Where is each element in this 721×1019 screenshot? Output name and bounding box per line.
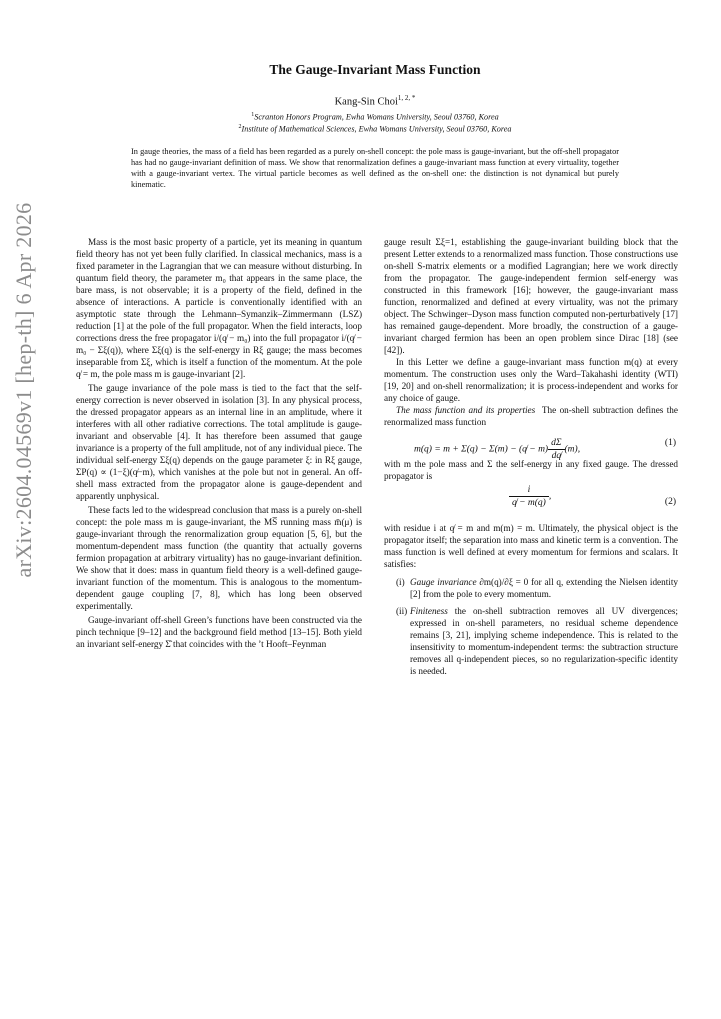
- paragraph: Mass is the most basic property of a particle, yet its meaning in quantum field theory has not yet been fully clarified. In classical mechanics, mass is a fixed parameter in the Lagrangian that we can measure without disturbing. In quantum field theory, the parameter m₀ that appears in the same place, the bare mass, is not observable; it is a property of the field, defined in the absence of interactions. A particle is conventionally identified with an asymptotic state through the Lehmann–Symanzik–Zimmermann (LSZ) reduction [1] at the pole of the full propagator. When the field interacts, loop corrections dress the free propagator i/(q̸ − m₀) into the full propagator i/(q̸ − m₀ − Σξ(q)), where Σξ(q) is the self-energy in Rξ gauge; the mass becomes inseparable from Σξ, which is itself a function of the momentum. At the pole q̸ = m, the pole mass m is gauge-invariant [2].: [76, 237, 362, 379]
- arxiv-identifier[interactable]: arXiv:2604.04569v1 [hep-th] 6 Apr 2026: [11, 202, 36, 578]
- author-name: Kang-Sin Choi: [334, 96, 398, 108]
- affiliation-text: Institute of Mathematical Sciences, Ewha Womans University, Seoul 03760, Korea: [241, 124, 512, 134]
- paragraph: Gauge-invariant off-shell Green’s functions have been constructed via the pinch technique [9–12] and the background field method [13–15]. Both yield an invariant self-energy Σ̂ that coincides with the ’t Hooft–Feynman: [76, 615, 362, 649]
- item-heading: Gauge invariance: [410, 577, 477, 587]
- fraction-numerator: dΣ: [548, 437, 564, 450]
- paragraph-with-heading: [384, 404, 678, 428]
- right-column: [384, 236, 678, 682]
- left-column: [76, 236, 362, 650]
- derivative-fraction: [548, 437, 564, 462]
- equation-number: (2): [664, 497, 676, 507]
- fraction-denominator: dq̸: [551, 451, 562, 461]
- list-item: [384, 605, 678, 677]
- list-item: [384, 576, 678, 600]
- equation-rhs: (m),: [564, 444, 581, 455]
- abstract: In gauge theories, the mass of a field has been regarded as a purely on-shell concept: the pole mass is gauge-invariant, but the off-shell propagator has had no gauge-invariant definition of mass. We show that renormalization defines a gauge-invariant mass function at every virtuality, together with a gauge-invariant vertex. The virtual particle becomes as well defined as the on-shell one: the distinction is not dynamical but purely kinematic.: [131, 147, 619, 190]
- paragraph: with m the pole mass and Σ the self-energy in any fixed gauge. The dressed propagator is: [384, 459, 678, 481]
- paragraph: In this Letter we define a gauge-invariant mass function m(q) at every momentum. The construction uses only the Ward–Takahashi identity (WTI) [19, 20] and on-shell renormalization; it is process-independent and works for any choice of gauge.: [384, 357, 678, 403]
- run-in-heading: The mass function and its properties: [396, 405, 536, 415]
- arxiv-stamp: [6, 90, 42, 690]
- equation-lhs: m(q) = m + Σ(q) − Σ(m) − (q̸ − m): [414, 444, 549, 455]
- equation-body: [414, 437, 580, 462]
- paper-title: The Gauge-Invariant Mass Function: [269, 62, 481, 77]
- fraction-numerator: i: [509, 484, 549, 497]
- paragraph: gauge result Σξ=1, establishing the gauge-invariant building block that the present Letter extends to a renormalized mass function. Those constructions use on-shell S-matrix elements or a modified Lagrangian; here we work directly from the propagator. The gauge-independent fermion self-energy was constructed in this framework [16]; however, the gauge-invariant mass function, renormalized and defined at every virtuality, was not the primary object. The Schwinger–Dyson mass function computed non-perturbatively [17] has remained gauge-dependent. More broadly, the construction of a gauge-invariant charged fermion has been an open problem since Dirac [18] (see [42]).: [384, 237, 678, 355]
- affiliation-1: [80, 112, 670, 122]
- equation-tail: ,: [548, 491, 552, 502]
- equation-2: [384, 482, 678, 522]
- affiliation-2: [80, 124, 670, 134]
- equation-number: (1): [664, 438, 676, 448]
- item-text: ∂m(q)/∂ξ = 0 for all q, extending the Nielsen identity [2] from the pole to every momentum.: [410, 577, 678, 599]
- affiliation-mark: 2: [238, 124, 242, 130]
- paragraph-text: The on-shell subtraction defines the renormalized mass function: [384, 405, 678, 427]
- paragraph: These facts led to the widespread conclusion that mass is a purely on-shell concept: the pole mass m is gauge-invariant, the MS̅ running mass m̄(μ) is gauge-invariant through the renormalization group equation [5, 6], but the momentum-dependent mass function (the quantity that actually governs fermion propagation at arbitrary virtuality) has no gauge-invariant definition. We show that it does: mass in quantum field theory is a well-defined gauge-invariant function of the momentum. This is analogous to the momentum-dependent gauge coupling [7, 8], which has long been observed experimentally.: [76, 505, 362, 611]
- equation-1: [384, 428, 678, 461]
- fraction-denominator: q̸ − m(q): [512, 498, 546, 508]
- paragraph: with residue i at q̸ = m and m(m) = m. Ultimately, the physical object is the propagator itself; the separation into mass and kinetic term is a convention. The mass function is well defined at every momentum for fermions and scalars. It satisfies:: [384, 523, 678, 569]
- affiliation-mark: 1: [251, 112, 255, 118]
- affiliation-text: Scranton Honors Program, Ewha Womans University, Seoul 03760, Korea: [254, 112, 499, 122]
- list-marker: (ii): [396, 606, 408, 616]
- propagator-fraction: [509, 484, 552, 509]
- property-list: [384, 576, 678, 677]
- list-marker: (i): [396, 577, 405, 587]
- item-heading: Finiteness: [410, 606, 448, 616]
- author-line: [80, 94, 670, 108]
- paragraph: The gauge invariance of the pole mass is tied to the fact that the self-energy correction is never observed in isolation [3]. In any physical process, the dressed propagator appears as an internal line in an amplitude, where it interferes with all other radiative corrections. The total amplitude is gauge-invariant and observable [4]. It has therefore been assumed that gauge invariance is a property of the full amplitude, not of any individual piece. The individual self-energy Σξ(q) depends on the gauge parameter ξ: in Rξ gauge, ΣP(q) ∝ (1−ξ)(q̸−m), which vanishes at the pole but not in general. An off-shell mass extracted from the propagator alone is gauge-dependent and apparently unphysical.: [76, 383, 362, 501]
- author-marks: 1, 2, *: [397, 94, 416, 102]
- equation-body: [509, 484, 551, 509]
- item-text: the on-shell subtraction removes all UV divergences; expressed in on-shell parameters, no residual scheme dependence remains [3, 21], implying scheme independence. This is related to the insensitivity to momentum-independent terms: the subtraction structure removes all q-independent pieces, so no regularization-specific identity is needed.: [410, 606, 678, 676]
